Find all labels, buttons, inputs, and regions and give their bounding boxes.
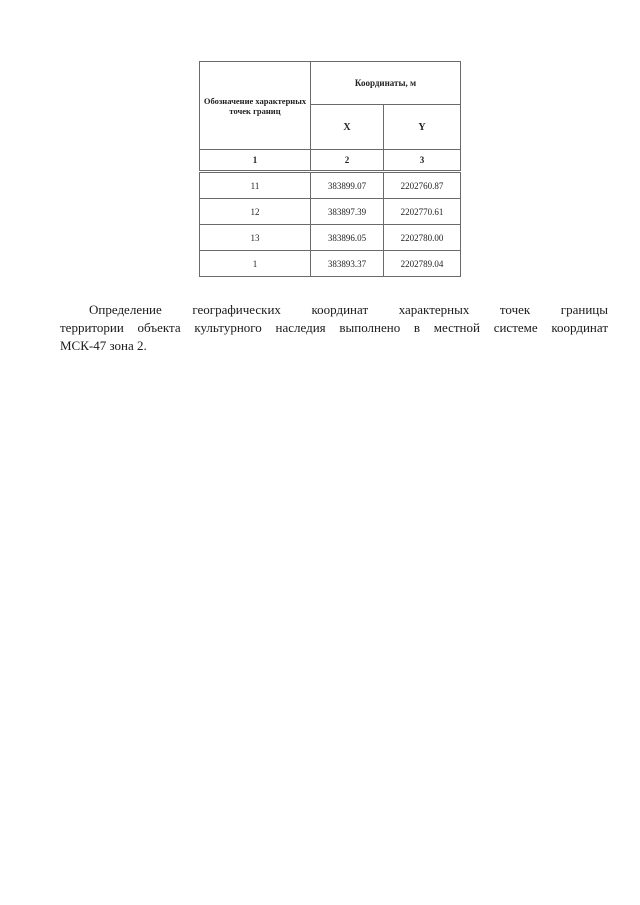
header-coordinates: Координаты, м [311, 62, 461, 105]
y-coordinate-cell: 2202770.61 [384, 199, 461, 225]
x-coordinate-cell: 383893.37 [311, 251, 384, 277]
coordinate-system-paragraph [60, 301, 608, 355]
y-coordinate-cell: 2202789.04 [384, 251, 461, 277]
point-id-cell: 12 [200, 199, 311, 225]
x-coordinate-cell: 383896.05 [311, 225, 384, 251]
table-row [200, 225, 461, 251]
column-number-row [200, 150, 461, 172]
column-number: 3 [384, 150, 461, 172]
x-coordinate-cell: 383899.07 [311, 172, 384, 199]
header-y: Y [384, 105, 461, 150]
header-x: X [311, 105, 384, 150]
point-id-cell: 11 [200, 172, 311, 199]
x-coordinate-cell: 383897.39 [311, 199, 384, 225]
column-number: 1 [200, 150, 311, 172]
table-row [200, 251, 461, 277]
column-number: 2 [311, 150, 384, 172]
table-header-row [200, 62, 461, 105]
header-point-designation: Обозначение характерных точек границ [200, 62, 311, 150]
y-coordinate-cell: 2202760.87 [384, 172, 461, 199]
paragraph-line: МСК-47 зона 2. [60, 338, 147, 353]
point-id-cell: 1 [200, 251, 311, 277]
table-row [200, 199, 461, 225]
y-coordinate-cell: 2202780.00 [384, 225, 461, 251]
table-row [200, 172, 461, 199]
point-id-cell: 13 [200, 225, 311, 251]
paragraph-line: территории объекта культурного наследия выполнено в местной системе координат [60, 320, 608, 335]
coordinates-table [199, 61, 461, 277]
paragraph-line: Определение географических координат характерных точек границы [89, 302, 608, 317]
